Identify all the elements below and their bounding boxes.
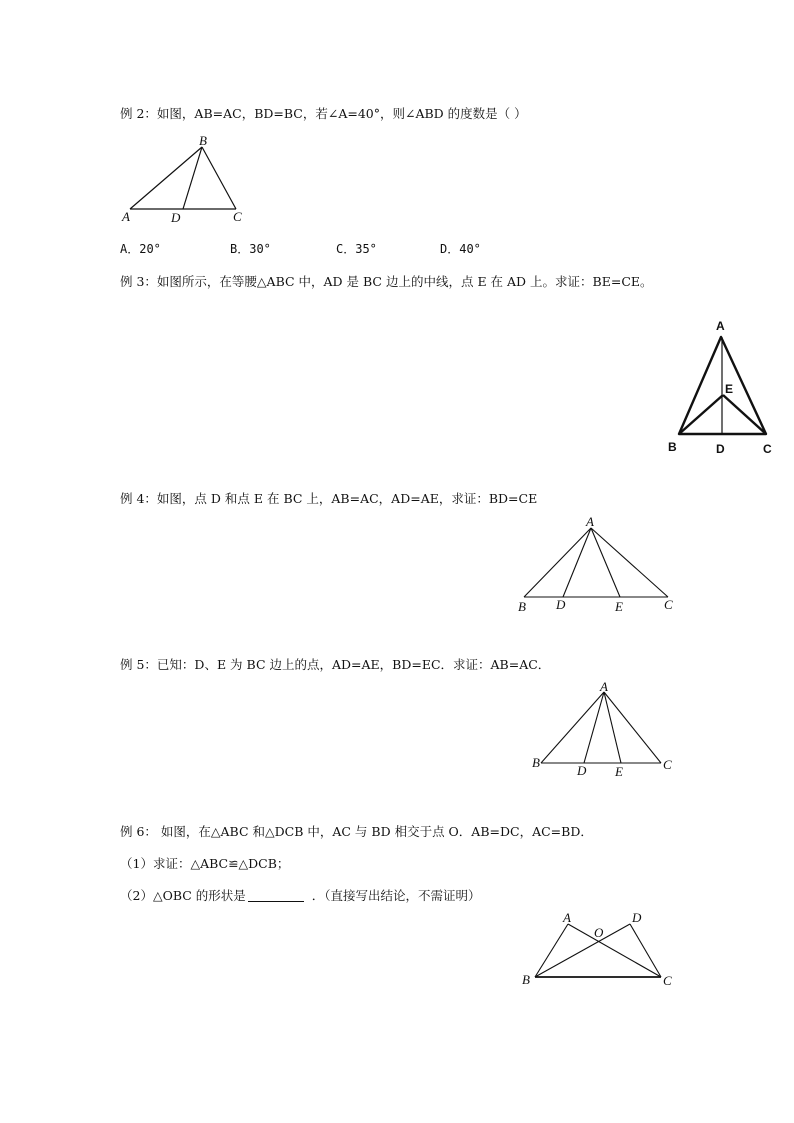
ex6-question: 例 6： 如图，在△ABC 和△DCB 中，AC 与 BD 相交于点 O．AB=DC，AC=BD． [120, 824, 593, 839]
ex5-label-d: D [577, 763, 587, 778]
ex2-choice-d: D．40° [440, 242, 481, 256]
ex5-question: 例 5：已知：D、E 为 BC 边上的点，AD=AE，BD=EC．求证：AB=AC． [120, 657, 551, 672]
ex2-choice-a: A．20° [120, 242, 161, 256]
ex2-label-b: B [199, 133, 207, 148]
ex4-label-c: C [664, 597, 673, 612]
ex4-label-e: E [615, 599, 623, 614]
ex6-label-d: D [632, 910, 642, 925]
ex6-label-a: A [563, 910, 571, 925]
ex5-label-c: C [663, 757, 672, 772]
ex3-label-c: C [763, 442, 772, 456]
ex6-part2-before: （2）△OBC 的形状是 [120, 888, 246, 903]
ex4-label-a: A [586, 514, 594, 529]
ex3-question: 例 3：如图所示，在等腰△ABC 中，AD 是 BC 边上的中线，点 E 在 AD 上。求证：BE=CE。 [120, 274, 653, 289]
ex2-choice-c: C．35° [336, 242, 377, 256]
ex6-label-c: C [663, 973, 672, 988]
ex6-part1: （1）求证：△ABC≌△DCB； [120, 856, 290, 871]
ex3-label-b: B [668, 440, 677, 454]
ex2-question: 例 2：如图，AB=AC，BD=BC，若∠A=40°，则∠ABD 的度数是（ ） [120, 106, 527, 121]
ex3-label-d: D [716, 442, 725, 456]
ex6-label-o: O [594, 925, 604, 940]
ex2-label-d: D [171, 210, 181, 225]
ex2-label-a: A [122, 209, 130, 224]
ex4-question: 例 4：如图，点 D 和点 E 在 BC 上，AB=AC，AD=AE，求证：BD=CE [120, 491, 538, 506]
ex3-label-a: A [716, 319, 725, 333]
ex5-label-a: A [600, 679, 608, 694]
ex5-label-b: B [532, 755, 540, 770]
ex2-choice-b: B．30° [230, 242, 271, 256]
ex6-part2-after: ．（直接写出结论，不需证明） [311, 888, 481, 903]
ex2-label-c: C [233, 209, 242, 224]
ex5-label-e: E [615, 764, 623, 779]
ex4-label-b: B [518, 599, 526, 614]
ex3-label-e: E [725, 382, 734, 396]
ex6-label-b: B [522, 972, 530, 987]
ex4-label-d: D [556, 597, 566, 612]
